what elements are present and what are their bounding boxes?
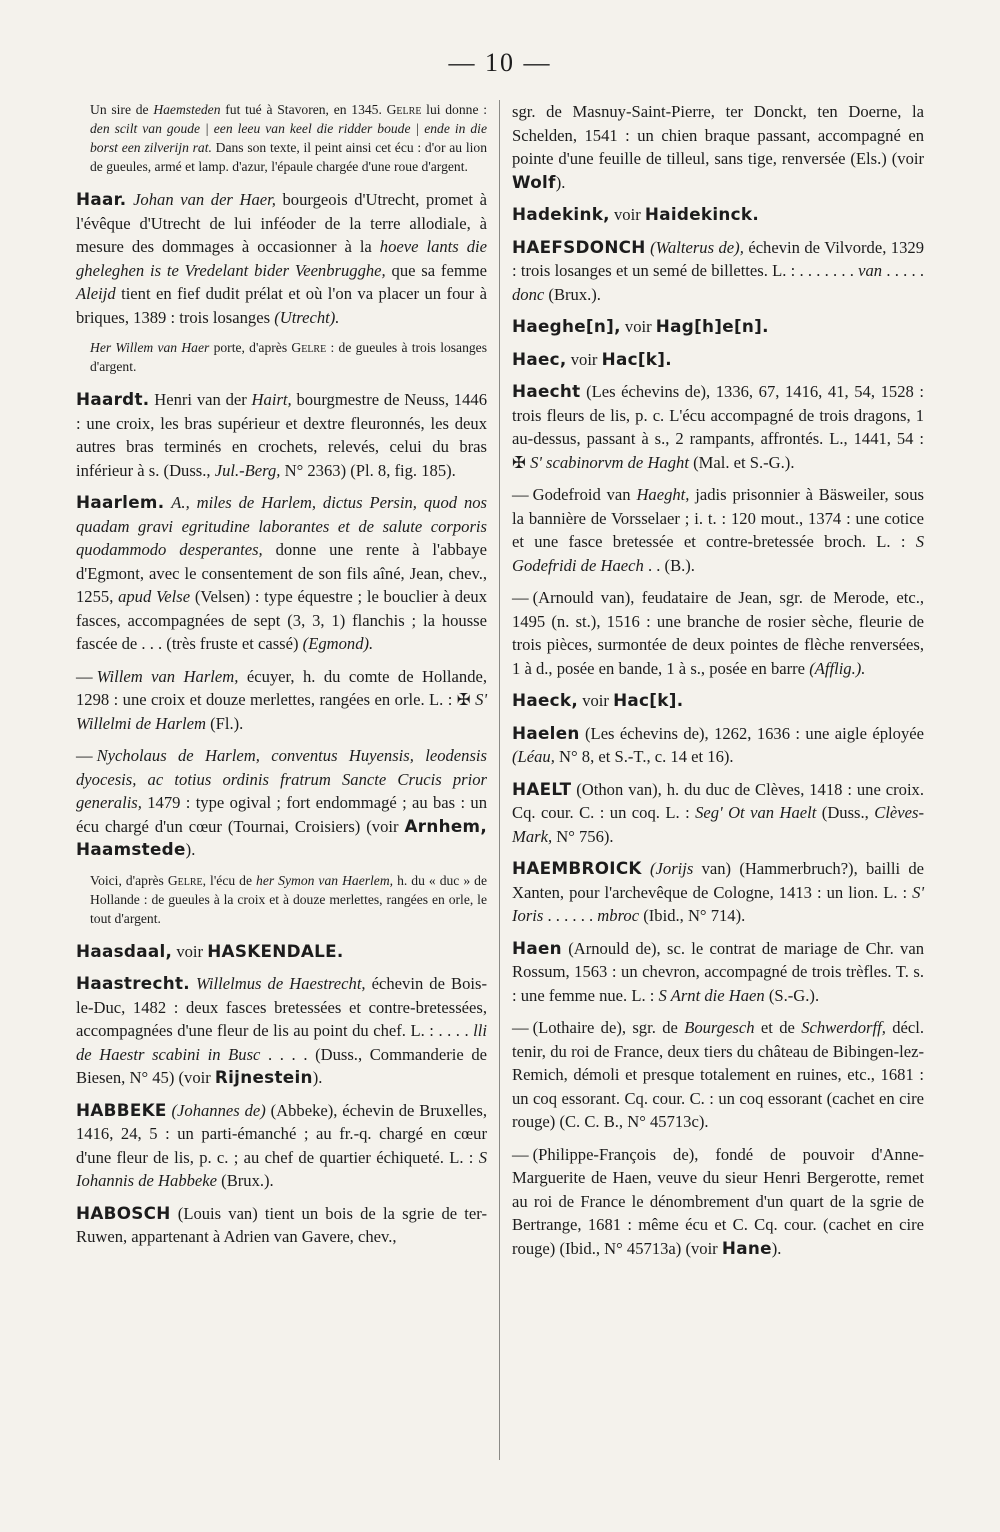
- entry-headword: Haen: [512, 937, 562, 958]
- text-run: (Philippe-François de), fondé de pouvoir d'Anne-Marguerite de Haen, veuve du sieur Henri Bergerotte, remet au roi de France le dénombrement d'un quart de la sgrie de Bertrange, 1681 : même écu et C. Cq. cour. (cachet en cire rouge) (Ibid., N° 45713a) (voir: [512, 1144, 924, 1258]
- dictionary-entry: [512, 689, 924, 713]
- dictionary-entry: [512, 1143, 924, 1261]
- entry-headword: Haelen: [512, 722, 580, 743]
- text-run: (S.-G.).: [764, 985, 820, 1005]
- italic-text: S' Ioris: [512, 882, 924, 925]
- text-run: écuyer, h. du comte de Hollande, 1298 : une croix et douze merlettes, rangées en orle. L. : ✠: [76, 666, 488, 709]
- text-run: N° 8, et S.-T., c. 14 et 16).: [554, 747, 734, 766]
- text-run: voir: [172, 941, 208, 961]
- italic-text: Haeght,: [636, 485, 690, 504]
- entry-headword: Haeghe[n],: [512, 316, 621, 336]
- entry-headword: HAEFSDONCH: [512, 236, 646, 257]
- entry-headword: HAEMBROICK: [512, 858, 642, 878]
- entry-headword: Haeck,: [512, 690, 579, 710]
- entry-headword: Haardt.: [76, 389, 150, 409]
- italic-text: (Jorijs: [650, 859, 694, 878]
- dictionary-entry: [76, 940, 487, 964]
- text-run: . . . . .: [882, 261, 925, 280]
- text-run: —: [76, 666, 93, 686]
- italic-text: van: [858, 261, 883, 280]
- text-run: porte, d'après: [209, 340, 292, 355]
- entry-headword: Haar.: [76, 189, 127, 209]
- text-run: ).: [555, 172, 566, 192]
- italic-text: A., miles de Harlem, dictus Persin, quod nos quadam gravi egritudine laborantes et de salute corporis quodammodo desperantes,: [76, 493, 487, 559]
- text-run: (Abbeke), échevin de Bruxelles, 1416, 24, 5 : un parti-émanché ; au fr.-q. chargé en cœur d'une fleur de lis, p. c. ; au chef de quartier échiqueté. L. :: [76, 1100, 487, 1167]
- text-run: donne une rente à l'abbaye d'Egmont, avec le consentement de son fils aîné, Jean, chev., 1255,: [76, 540, 488, 606]
- italic-text: hoeve lants die gheleghen is te Vredelant bider Veenbrugghe,: [76, 237, 488, 280]
- italic-text: S' scabinorvm de Haght: [530, 452, 689, 472]
- italic-text: lli de Haestr scabini in Busc: [76, 1021, 487, 1064]
- text-run: (Arnould van), feudataire de Jean, sgr. de Merode, etc., 1495 (n. st.), 1516 : une branche de rosier sèche, fleurie de trois pièces, surmontée de deux pointes de flèche renversées, 1 à d., posée en bande, 1 à s., posée en barre: [512, 588, 924, 678]
- dictionary-entry: [512, 778, 924, 849]
- entry-headword: HABBEKE: [76, 1099, 167, 1120]
- italic-text: S Iohannis de Habbeke: [76, 1147, 487, 1190]
- annotation-paragraph: [76, 100, 487, 176]
- column-divider: [499, 100, 500, 1460]
- text-run: (Ibid., N° 714).: [639, 906, 746, 925]
- entry-headword: Wolf: [512, 171, 556, 192]
- text-run: Henri van der: [149, 390, 252, 409]
- page-number: — 10 —: [448, 48, 552, 77]
- text-run: [642, 859, 650, 878]
- text-run: —: [512, 588, 529, 607]
- dictionary-entry: [512, 315, 924, 339]
- dictionary-entry: [512, 483, 924, 577]
- text-run: —: [512, 1144, 529, 1164]
- text-run: (Brux.).: [544, 284, 601, 304]
- italic-text: Haemsteden: [153, 102, 221, 117]
- dictionary-entry: [512, 380, 924, 474]
- text-run: . . . . . .: [543, 906, 598, 925]
- entry-headword: Hac[k].: [613, 690, 684, 710]
- text-run: N° 2363) (Pl. 8, fig. 185).: [280, 460, 456, 480]
- dictionary-entry: [76, 1202, 487, 1249]
- entry-headword: HAELT: [512, 778, 572, 799]
- text-run: . . (B.).: [643, 555, 695, 575]
- dictionary-entry: [76, 1099, 487, 1193]
- dictionary-entry: [512, 348, 924, 372]
- text-run: Dans son texte, il peint ainsi cet écu : d'or au lion de gueules, armé et lamp. d'azur, l'épaule chargée d'une roue d'argent.: [90, 140, 487, 174]
- text-run: échevin de Bois-le-Duc, 1482 : deux fasces bretessées et contre-bretessées, accompagnées d'une fleur de lis au point du chef. L. : . . . .: [76, 974, 487, 1040]
- text-run: (Duss.,: [816, 803, 875, 822]
- text-run: fut tué à Stavoren, en 1345.: [220, 102, 387, 117]
- text-run: van) (Hammerbruch?), bailli de Xanten, pour l'archevêque de Cologne, 1413 : un lion. L. :: [512, 859, 925, 902]
- text-run: Godefroid van: [532, 485, 637, 504]
- text-run: (Fl.).: [205, 713, 244, 733]
- text-run: Gelre: [167, 872, 203, 888]
- annotation-paragraph: [76, 871, 487, 928]
- text-run: et de: [754, 1018, 802, 1037]
- text-run: ).: [771, 1238, 782, 1258]
- italic-text: her Symon van Haerlem,: [256, 872, 394, 888]
- text-run: bourgmestre de Neuss, 1446 : une croix, les bras supérieur et dextre fleuronnés, les deux autres bras terminés en crochets, relevés, celui du bras inférieur à s. (Duss.,: [76, 390, 487, 480]
- text-run: sgr. de Masnuy-Saint-Pierre, ter Donckt, ten Doerne, la Schelden, 1541 : un chien braque passant, accompagné en pointe d'une feuille de tilleul, sans tige, renversée (Els.) (voir: [512, 102, 924, 168]
- italic-text: Johan van der Haer,: [133, 190, 276, 209]
- italic-text: S Godefridi de Haech: [512, 532, 924, 575]
- annotation-paragraph: [76, 338, 487, 376]
- entry-headword: Haec,: [512, 348, 567, 369]
- italic-text: den scilt van goude | een leeu van keel die ridder boude | ende in die borst een zilverijn rat.: [90, 121, 487, 155]
- text-run: que sa femme: [385, 260, 487, 280]
- italic-text: S' Willelmi de Harlem: [76, 690, 487, 733]
- entry-headword: Hac[k].: [601, 348, 672, 369]
- dictionary-entry: [76, 188, 487, 329]
- text-run: décl. tenir, du roi de France, deux tiers du château de Bibingen-lez-Remich, démoli et presque totalement en ruines, etc., 1681 : un coq essorant. Cq. cour. C. : un coq essorant (cachet en cire rouge) (C. C. B., N° 45713c).: [512, 1018, 924, 1131]
- left-column: [76, 100, 487, 1258]
- entry-headword: HASKENDALE.: [207, 940, 344, 961]
- dictionary-entry: [512, 1016, 924, 1134]
- text-run: Gelre: [386, 102, 422, 117]
- entry-headword: Hane: [721, 1237, 772, 1258]
- italic-text: donc: [512, 284, 545, 304]
- text-run: (Lothaire de), sgr. de: [532, 1018, 685, 1037]
- text-run: Un sire de: [90, 102, 154, 117]
- dictionary-entry: [512, 937, 924, 1008]
- italic-text: Nycholaus de Harlem, conventus Huyensis, leodensis dyocesis, ac totius ordinis fratrum Sancte Crucis prior generalis,: [76, 746, 487, 812]
- text-run: —: [76, 746, 93, 765]
- entry-headword: Hadekink,: [512, 204, 610, 224]
- text-run: bourgeois d'Utrecht, promet à l'évêque d'Utrecht de lui inféoder de la terre allodiale, à mesure des dommages à occasionner à la: [76, 190, 487, 256]
- text-run: 1479 : type ogival ; fort endommagé ; au bas : un écu chargé d'un cœur (Tournai, Croisiers) (voir: [76, 793, 487, 836]
- italic-text: (Walterus de),: [650, 237, 744, 257]
- italic-text: Aleijd: [76, 284, 116, 303]
- text-run: , l'écu de: [202, 872, 257, 888]
- italic-text: Hairt,: [251, 390, 292, 409]
- dictionary-entry: [76, 388, 487, 482]
- text-run: (Velsen) : type équestre ; le bouclier à deux fasces, accompagnées de sept (3, 3, 1) flanchis ; la housse fascée de . . . (très fruste et cassé): [76, 587, 487, 653]
- text-run: Voici, d'après: [90, 872, 168, 888]
- italic-text: Jul.-Berg,: [214, 460, 281, 480]
- text-run: Gelre: [291, 340, 327, 355]
- italic-text: Schwerdorff,: [801, 1018, 886, 1037]
- dictionary-entry: [512, 100, 924, 194]
- dictionary-entry: [512, 857, 924, 928]
- right-column: [512, 100, 924, 1269]
- text-run: voir: [566, 349, 602, 369]
- text-run: échevin de Vilvorde, 1329 : trois losanges et un semé de billettes. L. : . . . . . . .: [512, 237, 924, 280]
- italic-text: mbroc: [597, 906, 640, 925]
- dictionary-entry: [76, 491, 487, 656]
- text-run: voir: [620, 317, 656, 336]
- italic-text: Willelmus de Haestrecht,: [196, 974, 366, 993]
- text-run: (Les échevins de), 1336, 67, 1416, 41, 54, 1528 : trois fleurs de lis, p. c. L'écu accompagné de trois dragons, 1 au-dessus, passant à s., 2 rampants, affrontés. L., 1441, 54 : ✠: [512, 382, 924, 472]
- text-run: —: [512, 485, 529, 504]
- entry-headword: Haidekinck.: [644, 204, 760, 224]
- text-run: (Othon van), h. du duc de Clèves, 1418 : une croix. Cq. cour. C. : un coq. L. :: [512, 779, 924, 822]
- text-run: lui donne :: [421, 102, 488, 117]
- text-run: : de gueules à trois losanges d'argent.: [90, 340, 488, 374]
- dictionary-entry: [512, 236, 924, 307]
- text-run: (Mal. et S.-G.).: [688, 452, 795, 472]
- italic-text: Bourgesch: [684, 1018, 755, 1037]
- italic-text: Clèves-Mark,: [512, 803, 925, 846]
- text-run: tient en fief dudit prélat et où l'on va placer un four à briques, 1389 : trois losanges: [76, 284, 487, 327]
- text-run: ).: [312, 1068, 323, 1087]
- text-run: ).: [185, 840, 196, 859]
- italic-text: (Egmond).: [302, 634, 374, 653]
- entry-headword: Haarlem.: [76, 492, 165, 512]
- entry-headword: Rijnestein: [214, 1067, 313, 1087]
- dictionary-entry: [76, 744, 487, 862]
- italic-text: Seg' Ot van Haelt: [695, 803, 817, 822]
- entry-headword: Haasdaal,: [76, 940, 173, 961]
- entry-headword: Haastrecht.: [76, 973, 190, 993]
- dictionary-entry: [512, 586, 924, 680]
- text-run: voir: [609, 205, 645, 224]
- dictionary-entry: [76, 665, 487, 736]
- italic-text: (Johannes de): [171, 1100, 266, 1120]
- text-run: voir: [578, 691, 614, 710]
- italic-text: apud Velse: [118, 587, 191, 606]
- text-run: (Brux.).: [217, 1171, 274, 1190]
- text-run: h. du « duc » de Hollande : de gueules à la croix et à douze merlettes, rangées en orle, le tout d'argent.: [90, 872, 488, 926]
- text-run: . . . . (Duss., Commanderie de Biesen, N° 45) (voir: [76, 1044, 487, 1087]
- text-run: —: [512, 1018, 529, 1037]
- dictionary-entry: [512, 203, 924, 227]
- text-run: (Louis van) tient un bois de la sgrie de ter-Ruwen, appartenant à Adrien van Gavere, chev.,: [76, 1203, 487, 1246]
- italic-text: Willem van Harlem,: [96, 666, 239, 686]
- italic-text: Her Willem van Haer: [90, 340, 210, 355]
- italic-text: (Afflig.).: [809, 658, 866, 678]
- entry-headword: HABOSCH: [76, 1202, 171, 1223]
- entry-headword: Haecht: [512, 381, 581, 401]
- italic-text: (Utrecht).: [274, 307, 340, 327]
- dictionary-entry: [76, 972, 487, 1090]
- text-run: (Arnould de), sc. le contrat de mariage de Chr. van Rossum, 1563 : un chevron, accompagné de trois trèfles. T. s. : une femme nue. L. :: [512, 938, 924, 1005]
- text-run: jadis prisonnier à Bäsweiler, sous la bannière de Vorsselaer ; i. t. : 120 mout., 1374 : une cotice et une fasce bretessée et contre-bretessée broch. L. :: [512, 485, 924, 551]
- entry-headword: Arnhem, Haamstede: [76, 815, 487, 859]
- entry-headword: Hag[h]e[n].: [655, 316, 769, 336]
- text-run: N° 756).: [552, 826, 614, 846]
- text-run: (Les échevins de), 1262, 1636 : une aigle éployée: [579, 723, 924, 743]
- italic-text: (Léau,: [512, 747, 555, 766]
- italic-text: S Arnt die Haen: [658, 985, 765, 1005]
- dictionary-entry: [512, 722, 924, 769]
